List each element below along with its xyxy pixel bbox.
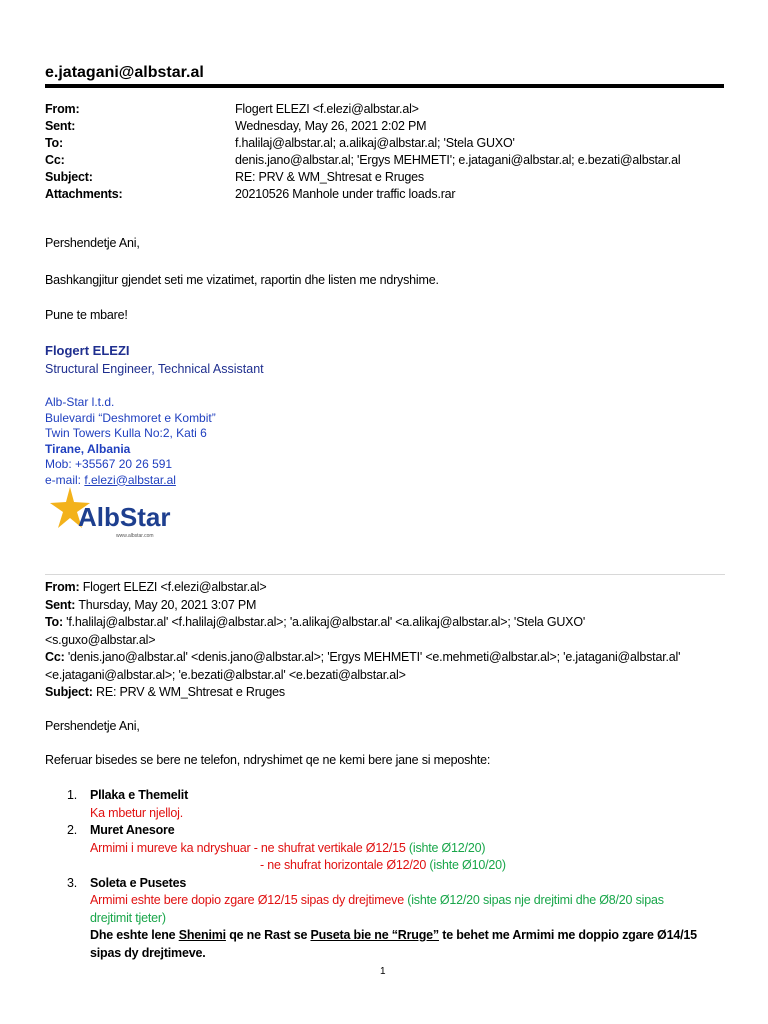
albstar-logo	[48, 485, 178, 541]
logo-wordmark: AlbStar	[78, 502, 171, 532]
signature-address	[45, 395, 216, 488]
changes-list	[45, 787, 735, 962]
header-from-row	[45, 101, 725, 118]
header-cc-row	[45, 152, 725, 169]
building: Twin Towers Kulla No:2, Kati 6	[45, 426, 207, 440]
email-header	[45, 101, 725, 203]
email-line: e-mail: f.elezi@albstar.al	[45, 472, 176, 487]
list-item: 1. Pllaka e Themelit	[67, 788, 189, 802]
signature-email-link[interactable]: f.elezi@albstar.al	[84, 472, 176, 487]
list-item-note: Armimi i mureve ka ndryshuar - ne shufrat vertikale Ø12/15 (ishte Ø12/20)	[90, 840, 486, 855]
forwarded-intro: Referuar bisedes se bere ne telefon, ndryshimet qe ne kemi bere jane si meposhte:	[45, 753, 491, 767]
list-item-note: - ne shufrat horizontale Ø12/20 (ishte Ø10/20)	[260, 858, 506, 872]
subject-value: RE: PRV & WM_Shtresat e Rruges	[235, 170, 424, 184]
sent-value: Wednesday, May 26, 2021 2:02 PM	[235, 119, 427, 133]
attachments-label: Attachments:	[45, 187, 123, 201]
subject-label: Subject:	[45, 170, 93, 184]
list-item-note: Dhe eshte lene Shenimi qe ne Rast se Puseta bie ne “Rruge” te behet me Armimi me doppio zgare Ø14/15	[90, 928, 697, 942]
street: Bulevardi “Deshmoret e Kombit”	[45, 410, 216, 425]
from-value: Flogert ELEZI <f.elezi@albstar.al>	[235, 102, 419, 116]
message-separator	[45, 574, 725, 575]
cc-value: denis.jano@albstar.al; 'Ergys MEHMETI'; e.jatagani@albstar.al; e.bezati@albstar.al	[235, 153, 681, 167]
list-item-note: Ka mbetur njelloj.	[90, 805, 183, 820]
company-name: Alb-Star l.t.d.	[45, 395, 115, 409]
list-item-note: Armimi eshte bere dopio zgare Ø12/15 sipas dy drejtimeve (ishte Ø12/20 sipas nje drejtimi dhe Ø8/20 sipas	[90, 893, 664, 907]
body-line: Bashkangjitur gjendet seti me vizatimet, raportin dhe listen me ndryshime.	[45, 273, 439, 287]
list-item-note: drejtimit tjeter)	[90, 910, 166, 925]
list-item: 3. Soleta e Pusetes	[67, 875, 187, 890]
sent-label: Sent:	[45, 119, 76, 133]
owner-divider	[45, 84, 724, 88]
forwarded-greeting: Pershendetje Ani,	[45, 719, 140, 733]
list-item: 2. Muret Anesore	[67, 823, 175, 837]
to-label: To:	[45, 136, 63, 150]
forwarded-header: From: Flogert ELEZI <f.elezi@albstar.al> Sent: Thursday, May 20, 2021 3:07 PM To: 'f.halilaj@albstar.al' <f.halilaj@albstar.al>; 'a.alikaj@albstar.al' <a.alikaj@albstar.al>; 'Stela GUXO' <s.guxo@albstar.al> Cc: 'denis.jano@albstar.al' <denis.jano@albstar.al>; 'Ergys MEHMETI' <e.mehmeti@albstar.al>; 'e.jatagani@albstar.al' <e.jatagani@albstar.al>; 'e.bezati@albstar.al' <e.bezati@albstar.al> Subject: RE: PRV & WM_Shtresat e Rruges	[45, 580, 681, 699]
signature-title: Structural Engineer, Technical Assistant	[45, 362, 264, 376]
greeting: Pershendetje Ani,	[45, 236, 140, 250]
logo-url: www.albstar.com	[116, 533, 154, 539]
attachment-file[interactable]: 20210526 Manhole under traffic loads.rar	[235, 187, 456, 201]
page-number: 1	[380, 966, 386, 977]
mailbox-owner-email: e.jatagani@albstar.al	[45, 64, 204, 81]
header-subject-row	[45, 169, 725, 186]
city: Tirane, Albania	[45, 441, 131, 456]
header-attachments-row	[45, 186, 725, 203]
from-label: From:	[45, 102, 80, 116]
cc-label: Cc:	[45, 153, 65, 167]
list-item-note: sipas dy drejtimeve.	[90, 945, 206, 960]
header-sent-row	[45, 118, 725, 135]
closing: Pune te mbare!	[45, 308, 128, 322]
to-value: f.halilaj@albstar.al; a.alikaj@albstar.al; 'Stela GUXO'	[235, 136, 515, 150]
signature-name: Flogert ELEZI	[45, 343, 130, 358]
mobile: Mob: +35567 20 26 591	[45, 457, 173, 471]
header-to-row	[45, 135, 725, 152]
